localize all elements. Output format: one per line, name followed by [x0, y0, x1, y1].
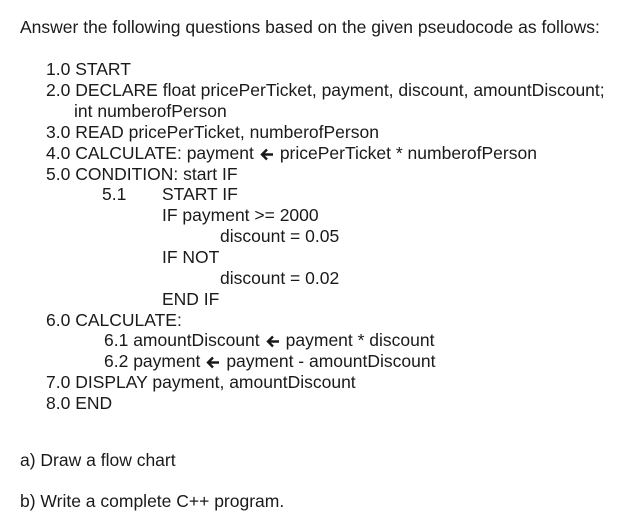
step-7: 7.0 DISPLAY payment, amountDiscount	[46, 372, 356, 392]
step-6-1-target: 6.1 amountDiscount	[104, 330, 260, 350]
step-4-expression: pricePerTicket * numberofPerson	[279, 143, 537, 163]
discount-high: discount = 0.05	[220, 226, 340, 246]
step-6-1	[104, 330, 435, 352]
step-5-1-number: 5.1	[102, 184, 127, 204]
end-if: END IF	[162, 289, 220, 309]
step-8: 8.0 END	[46, 393, 113, 413]
step-2: 2.0 DECLARE float pricePerTicket, payment, discount, amountDiscount;	[46, 80, 605, 100]
intro-text: Answer the following questions based on the given pseudocode as follows:	[20, 17, 600, 37]
if-condition: IF payment >= 2000	[162, 205, 319, 225]
step-1: 1.0 START	[46, 59, 131, 79]
step-6-2-target: 6.2 payment	[104, 351, 201, 371]
step-5-1-start-if: START IF	[162, 184, 238, 204]
left-arrow-icon	[260, 145, 274, 165]
step-6: 6.0 CALCULATE:	[46, 310, 182, 330]
question-b: b) Write a complete C++ program.	[20, 491, 285, 511]
step-6-1-expression: payment * discount	[285, 330, 435, 350]
step-2-continued: int numberofPerson	[74, 101, 227, 121]
question-a: a) Draw a flow chart	[20, 450, 176, 470]
left-arrow-icon	[206, 353, 220, 373]
left-arrow-icon	[266, 332, 280, 352]
step-3: 3.0 READ pricePerTicket, numberofPerson	[46, 122, 379, 142]
step-4	[46, 143, 537, 165]
step-6-2	[104, 351, 435, 373]
step-4-target: 4.0 CALCULATE: payment	[46, 143, 254, 163]
discount-low: discount = 0.02	[220, 268, 340, 288]
step-6-2-expression: payment - amountDiscount	[226, 351, 436, 371]
step-5: 5.0 CONDITION: start IF	[46, 164, 238, 184]
if-not: IF NOT	[162, 247, 220, 267]
